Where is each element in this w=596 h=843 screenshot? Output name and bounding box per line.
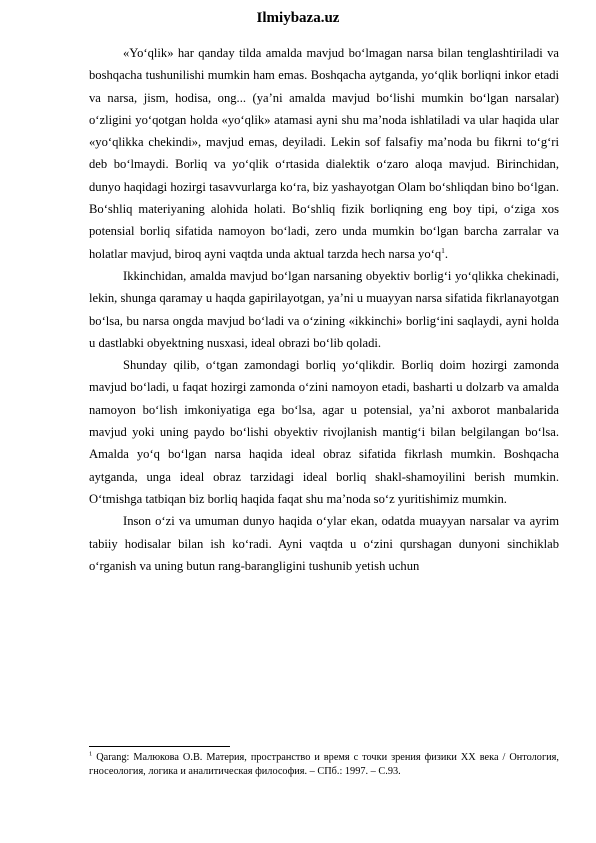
paragraph-1 [89, 42, 559, 265]
footnote-divider [89, 746, 230, 747]
footnote-reference: 1 [441, 245, 445, 255]
footnote [89, 751, 559, 779]
footnote-text: Qarang: Малюкова О.В. Материя, пространство и время с точки зрения физики XX века / Онтология, гносеология, логика и аналитическая философия. – СПб.: 1997. – С.93. [89, 752, 559, 777]
paragraph-3: Shunday qilib, o‘tgan zamondagi borliq yo‘qlikdir. Borliq doim hozirgi zamonda mavjud bo‘ladi, u faqat hozirgi zamonda o‘zini namoyon etadi, basharti u dolzarb va amalda namoyon bo‘lish imkoniyatiga ega bo‘lsa, agar u potensial, ya’ni axborot manbalarida mavjud yoki uning paydo bo‘lishi obyektiv rivojlanish mantig‘i bilan belgilangan bo‘lsa. Amalda yo‘q bo‘lgan narsa haqida ideal obraz sifatida fikrlash mumkin. Boshqacha aytganda, unga ideal obraz tarzidagi ideal borliq shakl-shamoyilini berish mumkin. O‘tmishga tatbiqan biz borliq haqida faqat shu ma’noda so‘z yuritishimiz mumkin. [89, 358, 559, 506]
site-header-title: Ilmiybaza.uz [256, 10, 340, 26]
paragraph-1-text: «Yo‘qlik» har qanday tilda amalda mavjud bo‘lmagan narsa bilan tenglashtiriladi va boshqacha tushunilishi mumkin ham emas. Boshqacha aytganda, yo‘qlik borliqni inkor etadi va narsa, jism, hodisa, ong... (ya’ni amalda mavjud bo‘lishi mumkin bo‘lgan narsalar) o‘zligini yo‘qotgan holda «yo‘qlik» atamasi ayni shu ma’noda ishlatiladi va ular haqida ular «yo‘qlikka chekindi», mavjud emas, deyiladi. Lekin sof falsafiy ma’noda bu fikrni to‘g‘ri deb bo‘lmaydi. Borliq va yo‘qlik o‘rtasida dialektik o‘zaro aloqa mavjud. Birinchidan, dunyo haqidagi hozirgi tasavvurlarga ko‘ra, biz yashayotgan Olam bo‘shliqdan bino bo‘lgan. Bo‘shliq materiyaning alohida holati. Bo‘shliq fizik borliqning eng boy tipi, o‘ziga xos potensial borliq sifatida namoyon bo‘ladi, zero unda mumkin bo‘lgan barcha zarralar va holatlar mavjud, biroq ayni vaqtda unda aktual tarzda hech narsa yo‘q [89, 46, 559, 261]
paragraph-2: Ikkinchidan, amalda mavjud bo‘lgan narsaning obyektiv borlig‘i yo‘qlikka chekinadi, lekin, shunga qaramay u haqda gapirilayotgan, ya’ni u muayyan narsa sifatida fikrlanayotgan bo‘lsa, bu narsa ongda mavjud bo‘ladi va o‘zining «ikkinchi» borlig‘ini saqlaydi, ayni holda u dastlabki obyektning nusxasi, ideal obrazi bo‘lib qoladi. [89, 268, 559, 350]
paragraph-4: Inson o‘zi va umuman dunyo haqida o‘ylar ekan, odatda muayyan narsalar va ayrim tabiiy hodisalar bilan ish ko‘radi. Ayni vaqtda u o‘zini qurshagan dunyoni sinchiklab o‘rganish va uning butun rang-barangligini tushunib yetish uchun [89, 514, 559, 573]
document-body [89, 42, 559, 577]
paragraph-1-tail: . [444, 246, 449, 261]
footnote-number: 1 [89, 750, 93, 758]
